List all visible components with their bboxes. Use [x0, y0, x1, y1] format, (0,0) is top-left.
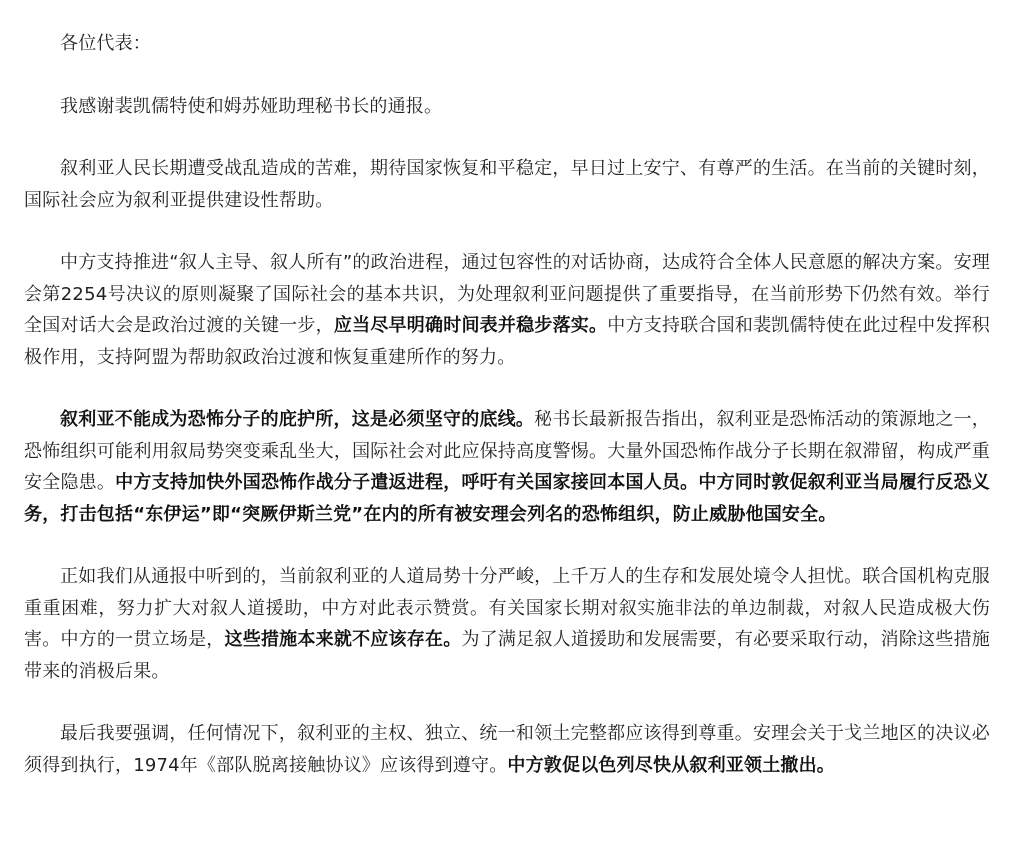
paragraph-sovereignty: [24, 718, 990, 781]
paragraph-humanitarian: [24, 561, 990, 687]
bold-text-run: 叙利亚不能成为恐怖分子的庇护所，这是必须坚守的底线。: [60, 409, 535, 430]
bold-text-run: 中方支持加快外国恐怖作战分子遣返进程，呼吁有关国家接回本国人员。中方同时敦促叙利亚当局履行反恐义务，打击包括“东伊运”即“突厥伊斯兰党”在内的所有被安理会列名的恐怖组织，防止威胁他国安全。: [24, 472, 990, 525]
paragraph-counterterrorism: [24, 404, 990, 530]
text-run: 各位代表：: [60, 33, 151, 54]
paragraph-greeting: [24, 28, 990, 60]
bold-text-run: 这些措施本来就不应该存在。: [224, 629, 462, 650]
text-run: 最后我要强调，任何情况下，叙利亚的主权、独立、统一和领土完整都应该得到尊重。安理会关于戈兰地区的决议必须得到执行，1974年《部队脱离接触协议》应该得到遵守。: [24, 723, 990, 776]
text-run: 中方支持联合国和裴凯儒特使在此过程中发挥积极作用，支持阿盟为帮助叙政治过渡和恢复重建所作的努力。: [24, 315, 990, 368]
paragraph-thanks: [24, 91, 990, 123]
paragraph-political-process: [24, 247, 990, 373]
text-run: 中方支持推进“叙人主导、叙人所有”的政治进程，通过包容性的对话协商，达成符合全体人民意愿的解决方案。安理会第2254号决议的原则凝聚了国际社会的基本共识，为处理叙利亚问题提供了重要指导，在当前形势下仍然有效。举行全国对话大会是政治过渡的关键一步，: [24, 252, 990, 336]
text-run: 秘书长最新报告指出，叙利亚是恐怖活动的策源地之一，恐怖组织可能利用叙局势突变乘乱坐大，国际社会对此应保持高度警惕。大量外国恐怖作战分子长期在叙滞留，构成严重安全隐患。: [24, 409, 991, 493]
article-body: [24, 28, 990, 812]
bold-text-run: 应当尽早明确时间表并稳步落实。: [333, 315, 608, 336]
paragraph-suffering: [24, 153, 990, 216]
text-run: 为了满足叙人道援助和发展需要，有必要采取行动，消除这些措施带来的消极后果。: [24, 629, 990, 682]
bold-text-run: 中方敦促以色列尽快从叙利亚领土撤出。: [507, 754, 836, 776]
text-run: 叙利亚人民长期遭受战乱造成的苦难，期待国家恢复和平稳定，早日过上安宁、有尊严的生活。在当前的关键时刻，国际社会应为叙利亚提供建设性帮助。: [24, 158, 990, 211]
text-run: 我感谢裴凯儒特使和姆苏娅助理秘书长的通报。: [60, 95, 443, 117]
text-run: 正如我们从通报中听到的，当前叙利亚的人道局势十分严峻，上千万人的生存和发展处境令人担忧。联合国机构克服重重困难，努力扩大对叙人道援助，中方对此表示赞赏。有关国家长期对叙实施非法的单边制裁，对叙人民造成极大伤害。中方的一贯立场是，: [24, 566, 990, 650]
